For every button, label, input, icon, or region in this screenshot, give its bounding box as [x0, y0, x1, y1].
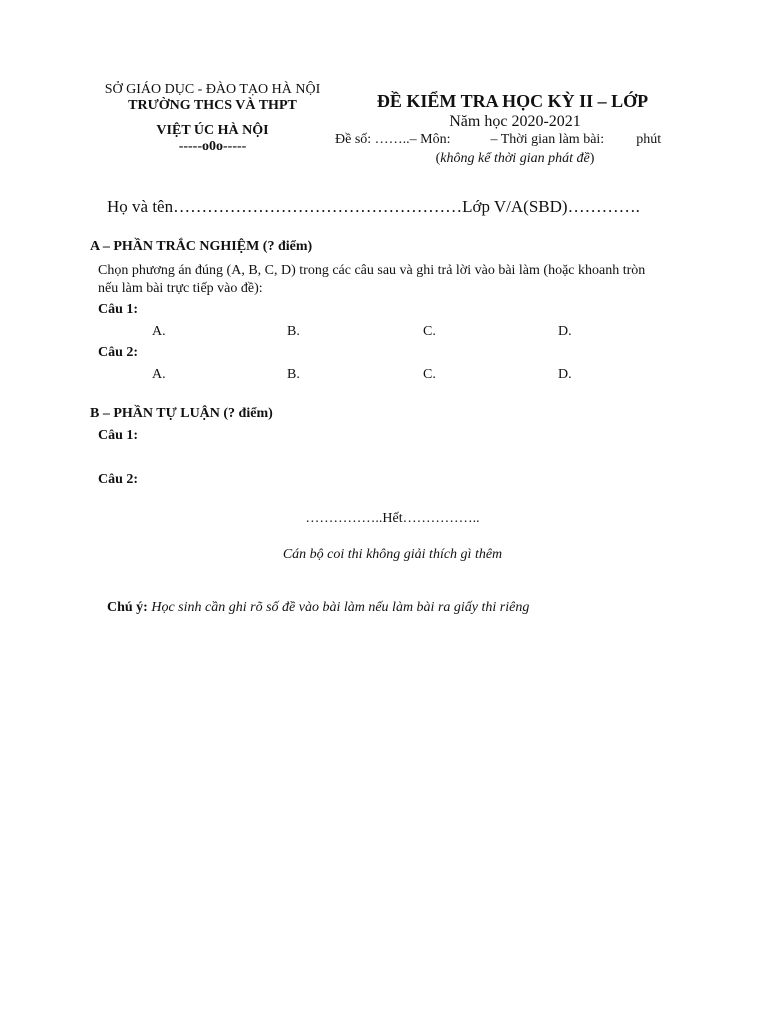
header-separator: -----o0o-----: [178, 139, 247, 154]
option-b: B.: [287, 367, 300, 382]
option-c: C.: [423, 367, 436, 382]
department-name: SỞ GIÁO DỤC - ĐÀO TẠO HÀ NỘI: [104, 82, 321, 97]
school-name-line1: TRƯỜNG THCS VÀ THPT: [128, 98, 297, 113]
option-d: D.: [558, 367, 572, 382]
section-a-title: A – PHẦN TRẮC NGHIỆM (? điểm): [90, 239, 313, 254]
essay-question-label: Câu 1:: [98, 428, 139, 443]
exam-title: ĐỀ KIỂM TRA HỌC KỲ II – LỚP: [376, 91, 649, 111]
question-label: Câu 1:: [98, 302, 139, 317]
exam-time-note-text: không kể thời gian phát đề: [440, 151, 590, 166]
duration-label: – Thời gian làm bài:: [490, 132, 605, 147]
exam-time-note: (không kể thời gian phát đề): [435, 151, 595, 166]
option-a: A.: [152, 324, 166, 339]
option-a: A.: [152, 367, 166, 382]
note-label: Chú ý:: [107, 600, 148, 615]
note-text: Học sinh cần ghi rõ số đề vào bài làm nếu làm bài ra giấy thi riêng: [151, 600, 530, 615]
exam-info-line: [335, 132, 695, 148]
exam-code-label: Đề số: ……..– Môn:: [335, 132, 451, 147]
option-d: D.: [558, 324, 572, 339]
student-note: [107, 600, 529, 616]
school-year: Năm học 2020-2021: [449, 113, 581, 130]
proctor-note: Cán bộ coi thi không giải thích gì thêm: [282, 547, 503, 562]
essay-question-label: Câu 2:: [98, 472, 139, 487]
option-c: C.: [423, 324, 436, 339]
section-b-title: B – PHẦN TỰ LUẬN (? điểm): [90, 406, 273, 421]
minutes-label: phút: [636, 132, 662, 147]
school-name-line2: VIỆT ÚC HÀ NỘI: [156, 123, 269, 138]
option-b: B.: [287, 324, 300, 339]
end-marker: ……………..Hết……………..: [305, 511, 480, 526]
student-info-line: Họ và tên……………………………………………Lớp V/A(SBD)………….: [107, 197, 640, 216]
section-a-instruction: Chọn phương án đúng (A, B, C, D) trong các câu sau và ghi trả lời vào bài làm (hoặc khoanh tròn nếu làm bài trực tiếp vào đề):: [98, 263, 646, 296]
question-label: Câu 2:: [98, 345, 139, 360]
